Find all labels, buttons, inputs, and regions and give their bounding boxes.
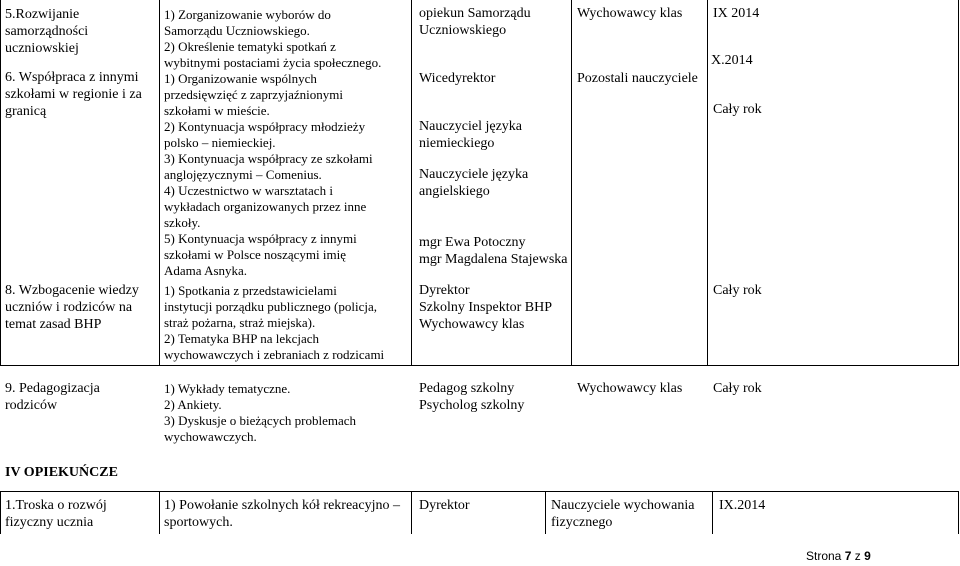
page-sep: z <box>854 549 861 563</box>
row5-term-end: X.2014 <box>711 53 753 68</box>
col-divider-4 <box>707 0 708 366</box>
page-current: 7 <box>844 549 852 563</box>
row1-responsible: Dyrektor <box>419 498 470 513</box>
row8-term: Cały rok <box>713 283 762 298</box>
table2-col-divider-3 <box>545 491 546 534</box>
row6-responsible-german: Nauczyciel języka niemieckiego <box>419 119 522 151</box>
table2-border-right <box>958 491 959 534</box>
col-divider-1 <box>159 0 160 366</box>
row6-term: Cały rok <box>713 102 762 117</box>
table2-col-divider-1 <box>159 491 160 534</box>
row1-goal: 1.Troska o rozwój fizyczny ucznia <box>5 498 107 530</box>
page-number <box>806 549 871 564</box>
row6-responsible-deputy: Wicedyrektor <box>419 71 496 86</box>
table2-border-left <box>0 491 1 534</box>
row6-responsible-english: Nauczyciele języka angielskiego <box>419 167 529 199</box>
row6-tasks: 1) Organizowanie wspólnych przedsięwzięć z zaprzyjaźnionymi szkołami w mieście. 2) Kontynuacja współpracy młodzieży polsko – niemieckiej. 3) Kontynuacja współpracy ze szkołami anglojęzycznymi – Comenius. 4) Uczestnictwo w warsztatach i wykładach organizowanych przez inne szkoły. 5) Kontynuacja współpracy z innymi szkołami w Polsce noszącymi imię Adama Asnyka. <box>164 71 373 278</box>
row6-goal: 6. Współpraca z innymi szkołami w regionie i za granicą <box>5 70 142 119</box>
row9-collaborators: Wychowawcy klas <box>577 381 683 396</box>
row9-goal: 9. Pedagogizacja rodziców <box>5 381 100 413</box>
row1-tasks: 1) Powołanie szkolnych kół rekreacyjno – sportowych. <box>164 498 400 530</box>
row1-term: IX.2014 <box>719 498 766 513</box>
row9-responsible: Pedagog szkolny Psycholog szkolny <box>419 381 525 413</box>
row5-tasks: 1) Zorganizowanie wyborów do Samorządu Uczniowskiego. 2) Określenie tematyki spotkań z wybitnymi postaciami życia społecznego. <box>164 7 382 70</box>
table2-col-divider-4 <box>712 491 713 534</box>
row9-term: Cały rok <box>713 381 762 396</box>
table2-col-divider-2 <box>411 491 412 534</box>
row8-tasks: 1) Spotkania z przedstawicielami instytucji porządku publicznego (policja, straż pożarna, straż miejska). 2) Tematyka BHP na lekcjach wychowawczych i zebraniach z rodzicami <box>164 283 385 362</box>
row5-collaborators: Wychowawcy klas <box>577 6 683 21</box>
table-border-right <box>958 0 959 366</box>
table-border-left <box>0 0 1 366</box>
row8-goal: 8. Wzbogacenie wiedzy uczniów i rodziców na temat zasad BHP <box>5 283 139 332</box>
page-total: 9 <box>864 549 871 563</box>
row8-responsible: Dyrektor Szkolny Inspektor BHP Wychowawcy klas <box>419 283 552 332</box>
row1-collaborators: Nauczyciele wychowania fizycznego <box>551 498 695 530</box>
row6-collaborators: Pozostali nauczyciele <box>577 71 698 86</box>
col-divider-2 <box>411 0 412 366</box>
row5-responsible: opiekun Samorządu Uczniowskiego <box>419 6 531 38</box>
row5-goal: 5.Rozwijanie samorządności uczniowskiej <box>5 7 89 56</box>
row6-responsible-names: mgr Ewa Potoczny mgr Magdalena Stajewska <box>419 235 568 267</box>
section-heading: IV OPIEKUŃCZE <box>5 465 118 480</box>
table-border-bottom <box>0 365 959 366</box>
row5-term-start: IX 2014 <box>713 6 760 21</box>
row9-tasks: 1) Wykłady tematyczne. 2) Ankiety. 3) Dyskusje o bieżących problemach wychowawczych. <box>164 381 357 444</box>
page-label: Strona <box>806 549 842 563</box>
col-divider-3 <box>571 0 572 366</box>
table2-border-top <box>0 491 959 492</box>
